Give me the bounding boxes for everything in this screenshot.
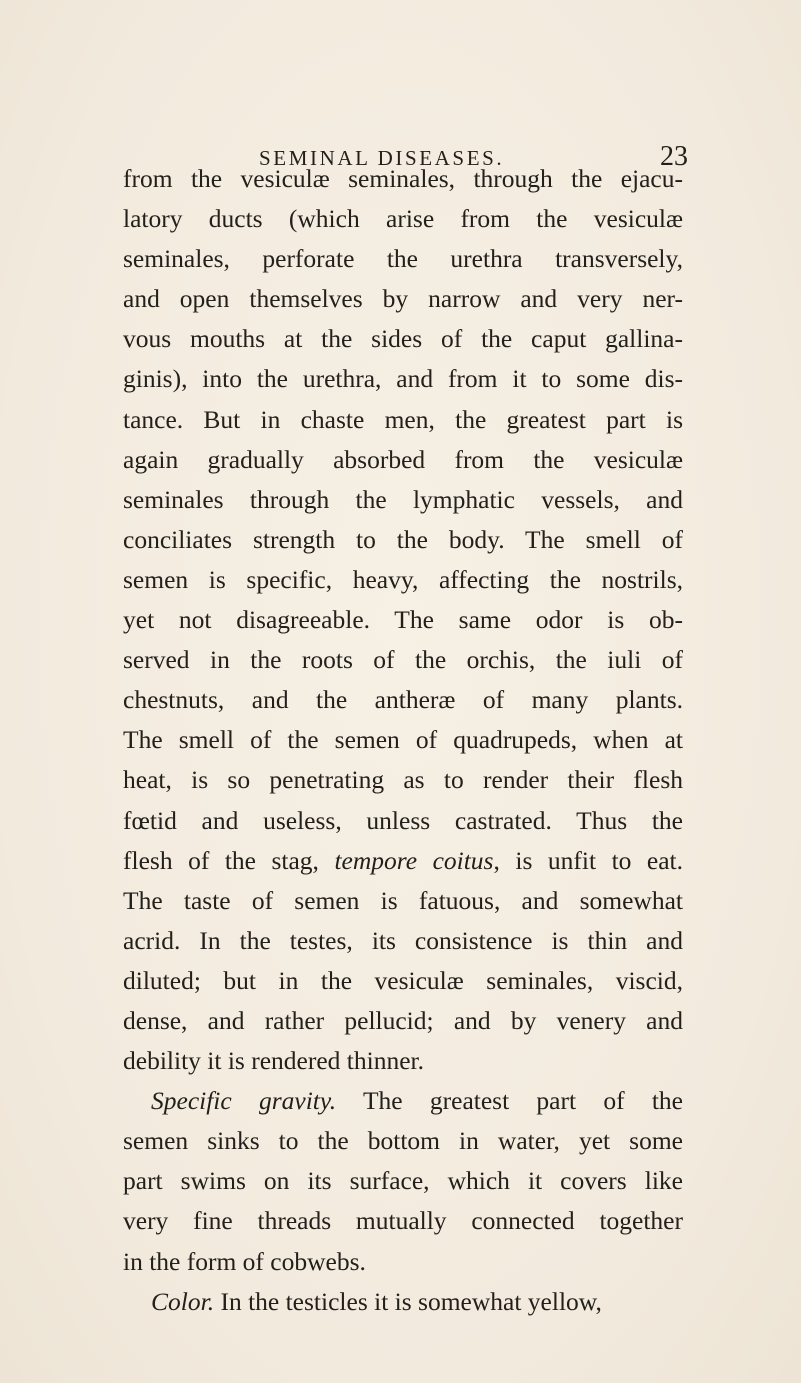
text-line — [123, 1081, 683, 1121]
text-line: The taste of semen is fatuous, and somewhat — [123, 885, 683, 915]
text-line: The smell of the semen of quadrupeds, when at — [123, 725, 683, 755]
text-line: in the form of cobwebs. — [123, 1246, 366, 1276]
text-line: seminales through the lymphatic vessels, and — [123, 484, 683, 514]
text-line: debility it is rendered thinner. — [123, 1046, 424, 1076]
text-run: flesh of the stag, — [123, 845, 335, 875]
text-line: semen sinks to the bottom in water, yet some — [123, 1126, 683, 1156]
text-line: tance. But in chaste men, the greatest part is — [123, 404, 683, 434]
text-run: , is unfit to eat. — [493, 845, 684, 875]
text-run: In the testicles it is somewhat yellow, — [214, 1286, 602, 1316]
text-line: served in the roots of the orchis, the iuli of — [123, 645, 683, 675]
text-line: very fine threads mutually connected together — [123, 1206, 683, 1236]
text-line: vous mouths at the sides of the caput gallina- — [123, 324, 683, 354]
italic-phrase: tempore coitus — [334, 845, 494, 875]
text-line: dense, and rather pellucid; and by venery and — [123, 1005, 683, 1035]
italic-heading: Specific gravity. — [151, 1086, 337, 1116]
text-line: chestnuts, and the antheræ of many plants. — [123, 685, 683, 715]
text-line: diluted; but in the vesiculæ seminales, viscid, — [123, 965, 683, 995]
text-line: acrid. In the testes, its consistence is thin and — [123, 925, 683, 955]
text-line: semen is specific, heavy, affecting the nostrils, — [123, 564, 683, 594]
text-line — [123, 1282, 683, 1322]
text-line: part swims on its surface, which it covers like — [123, 1166, 683, 1196]
text-line: latory ducts (which arise from the vesiculæ — [123, 204, 683, 234]
text-line: and open themselves by narrow and very ner- — [123, 284, 683, 314]
text-line: seminales, perforate the urethra transversely, — [123, 244, 683, 274]
text-line — [123, 841, 683, 881]
text-line: heat, is so penetrating as to render their flesh — [123, 765, 683, 795]
text-line: from the vesiculæ seminales, through the ejacu- — [123, 164, 683, 193]
page-number: 23 — [660, 141, 688, 172]
italic-heading: Color. — [151, 1286, 215, 1316]
body-text — [123, 159, 683, 1322]
text-line: conciliates strength to the body. The smell of — [123, 524, 683, 554]
text-line: again gradually absorbed from the vesiculæ — [123, 444, 683, 474]
running-title: SEMINAL DISEASES. — [259, 146, 505, 170]
text-run: The greatest part of the — [336, 1086, 683, 1116]
text-line: yet not disagreeable. The same odor is ob- — [123, 605, 683, 635]
text-line: ginis), into the urethra, and from it to some dis- — [123, 364, 683, 394]
text-line: fœtid and useless, unless castrated. Thus the — [123, 805, 683, 835]
